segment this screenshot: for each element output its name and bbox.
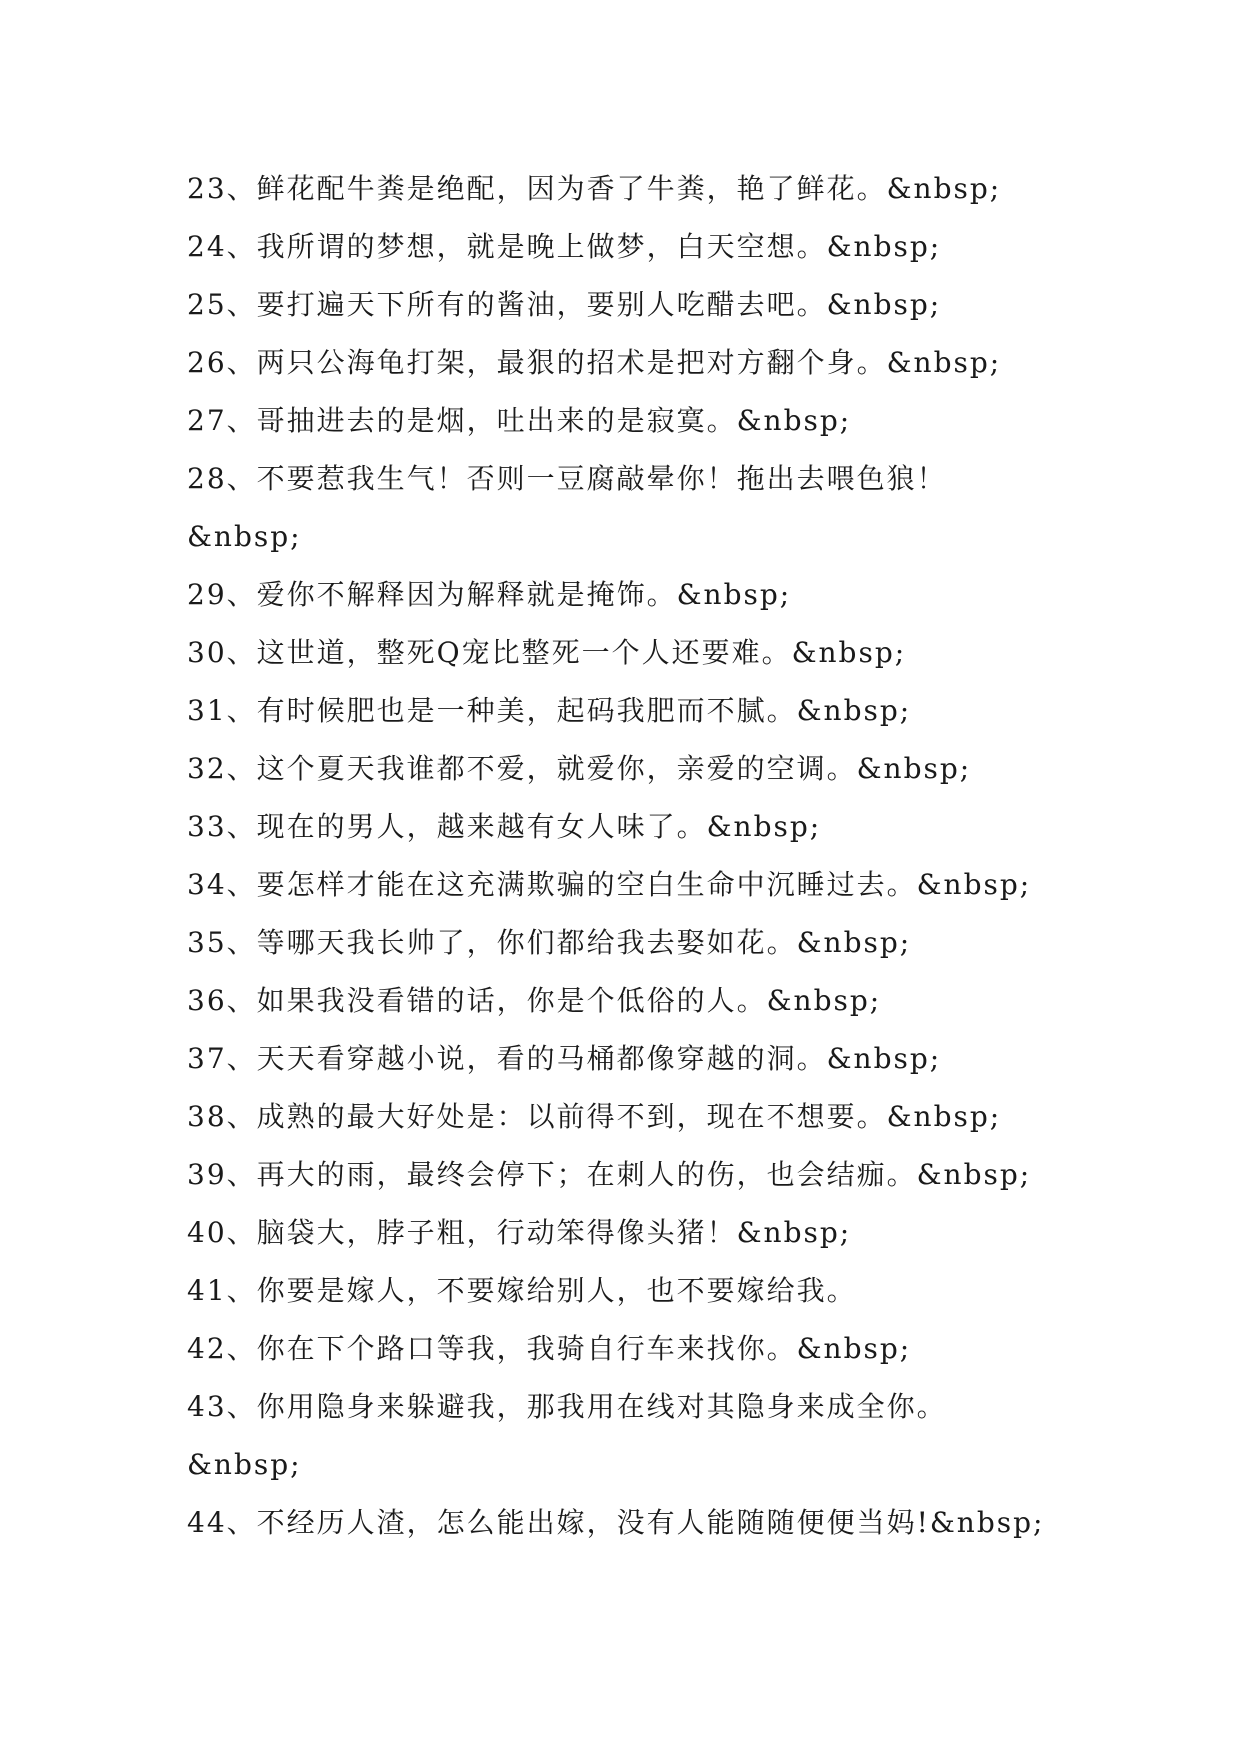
text-line: 42、你在下个路口等我，我骑自行车来找你。&nbsp; [187,1332,912,1365]
text-line: 27、哥抽进去的是烟，吐出来的是寂寞。&nbsp; [187,404,852,437]
text-line: 43、你用隐身来躲避我，那我用在线对其隐身来成全你。 [187,1390,947,1423]
text-line: 23、鲜花配牛粪是绝配，因为香了牛粪，艳了鲜花。&nbsp; [187,172,1002,205]
text-line: 35、等哪天我长帅了，你们都给我去娶如花。&nbsp; [187,926,912,959]
text-line: 37、天天看穿越小说，看的马桶都像穿越的洞。&nbsp; [187,1042,942,1075]
text-line: 30、这世道，整死Q宠比整死一个人还要难。&nbsp; [187,636,907,669]
text-line: 39、再大的雨，最终会停下；在刺人的伤，也会结痂。&nbsp; [187,1158,1032,1191]
text-line: 34、要怎样才能在这充满欺骗的空白生命中沉睡过去。&nbsp; [187,868,1032,901]
text-lines [187,160,1087,1552]
text-line: 26、两只公海龟打架，最狠的招术是把对方翻个身。&nbsp; [187,346,1002,379]
text-line: &nbsp; [187,1448,302,1481]
text-line: 29、爱你不解释因为解释就是掩饰。&nbsp; [187,578,792,611]
text-line: 25、要打遍天下所有的酱油，要别人吃醋去吧。&nbsp; [187,288,942,321]
text-line: 28、不要惹我生气！否则一豆腐敲晕你！拖出去喂色狼！ [187,462,947,495]
text-line: 44、不经历人渣，怎么能出嫁，没有人能随随便便当妈!&nbsp; [187,1506,1045,1539]
text-line: 36、如果我没看错的话，你是个低俗的人。&nbsp; [187,984,882,1017]
text-line: 24、我所谓的梦想，就是晚上做梦，白天空想。&nbsp; [187,230,942,263]
text-line: 38、成熟的最大好处是：以前得不到，现在不想要。&nbsp; [187,1100,1002,1133]
text-line: 31、有时候肥也是一种美，起码我肥而不腻。&nbsp; [187,694,912,727]
text-line: 40、脑袋大，脖子粗，行动笨得像头猪！&nbsp; [187,1216,852,1249]
text-line: &nbsp; [187,520,302,553]
text-line: 32、这个夏天我谁都不爱，就爱你，亲爱的空调。&nbsp; [187,752,972,785]
text-line: 41、你要是嫁人，不要嫁给别人，也不要嫁给我。 [187,1274,857,1307]
text-line: 33、现在的男人，越来越有女人味了。&nbsp; [187,810,822,843]
